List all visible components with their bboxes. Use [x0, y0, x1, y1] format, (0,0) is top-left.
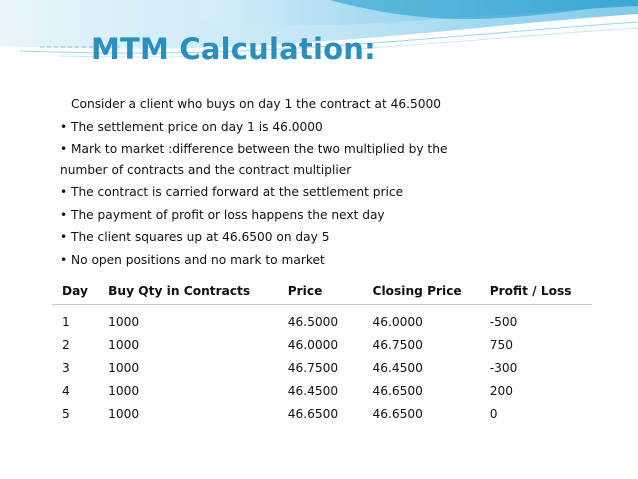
cell-closing-price: 46.4500 [372, 360, 423, 375]
table-row [52, 379, 592, 402]
bullet-text: The payment of profit or loss happens the next day [71, 207, 385, 222]
header-buy-qty: Buy Qty in Contracts [98, 278, 278, 305]
cell-day: 2 [62, 337, 70, 352]
cell-profit-loss: 750 [489, 337, 513, 352]
header-closing-price: Closing Price [363, 278, 480, 305]
bullet-marker: • [60, 230, 68, 244]
cell-price: 46.5000 [287, 314, 339, 329]
table-row [52, 402, 592, 425]
cell-buy-qty: 1000 [108, 383, 140, 398]
cell-day: 4 [62, 383, 70, 398]
table-row [52, 356, 592, 379]
table-body [52, 305, 592, 426]
table-row [52, 333, 592, 356]
bullet-text: No open positions and no mark to market [71, 252, 325, 267]
cell-closing-price: 46.0000 [372, 314, 423, 329]
bullet-item [60, 204, 580, 227]
cell-price: 46.0000 [287, 337, 339, 352]
bullet-item [60, 93, 580, 116]
bullet-item [60, 226, 580, 249]
cell-profit-loss: 0 [489, 406, 498, 421]
cell-profit-loss: -500 [489, 314, 518, 329]
cell-day: 3 [62, 360, 70, 375]
bullet-marker: • [60, 119, 68, 134]
cell-price: 46.4500 [287, 383, 339, 398]
bullet-list [60, 93, 580, 271]
header-day: Day [52, 278, 98, 305]
cell-buy-qty: 1000 [108, 314, 140, 329]
bullet-item [60, 138, 580, 161]
table-header-row [52, 278, 592, 305]
bullet-text: Mark to market :difference between the two multiplied by the [71, 142, 448, 156]
cell-closing-price: 46.6500 [372, 406, 423, 421]
cell-day: 5 [62, 406, 70, 421]
cell-buy-qty: 1000 [108, 337, 140, 352]
header-price: Price [278, 278, 363, 305]
bullet-item [60, 116, 580, 139]
cell-buy-qty: 1000 [108, 360, 140, 375]
cell-day: 1 [62, 314, 70, 329]
bullet-text: The client squares up at 46.6500 on day 5 [71, 230, 330, 244]
cell-closing-price: 46.6500 [372, 383, 423, 398]
bullet-text: The contract is carried forward at the settlement price [71, 185, 404, 199]
bullet-item-continuation [60, 159, 580, 182]
bullet-text: Consider a client who buys on day 1 the contract at 46.5000 [71, 97, 442, 111]
bullet-text: The settlement price on day 1 is 46.0000 [71, 119, 323, 134]
cell-profit-loss: -300 [489, 360, 518, 375]
cell-profit-loss: 200 [489, 383, 513, 398]
mtm-table [52, 278, 592, 425]
bullet-marker: • [60, 207, 68, 222]
table-row [52, 305, 592, 334]
bullet-text: number of contracts and the contract multiplier [60, 162, 352, 177]
cell-closing-price: 46.7500 [372, 337, 423, 352]
slide-title: MTM Calculation: [91, 32, 376, 66]
cell-price: 46.6500 [287, 406, 339, 421]
bullet-marker: • [60, 142, 68, 156]
bullet-marker: • [60, 252, 68, 267]
cell-price: 46.7500 [287, 360, 339, 375]
bullet-item [60, 249, 580, 272]
bullet-marker: • [60, 185, 68, 199]
header-profit-loss: Profit / Loss [480, 278, 592, 305]
table-header [52, 278, 592, 305]
bullet-item [60, 181, 580, 204]
cell-buy-qty: 1000 [108, 406, 140, 421]
